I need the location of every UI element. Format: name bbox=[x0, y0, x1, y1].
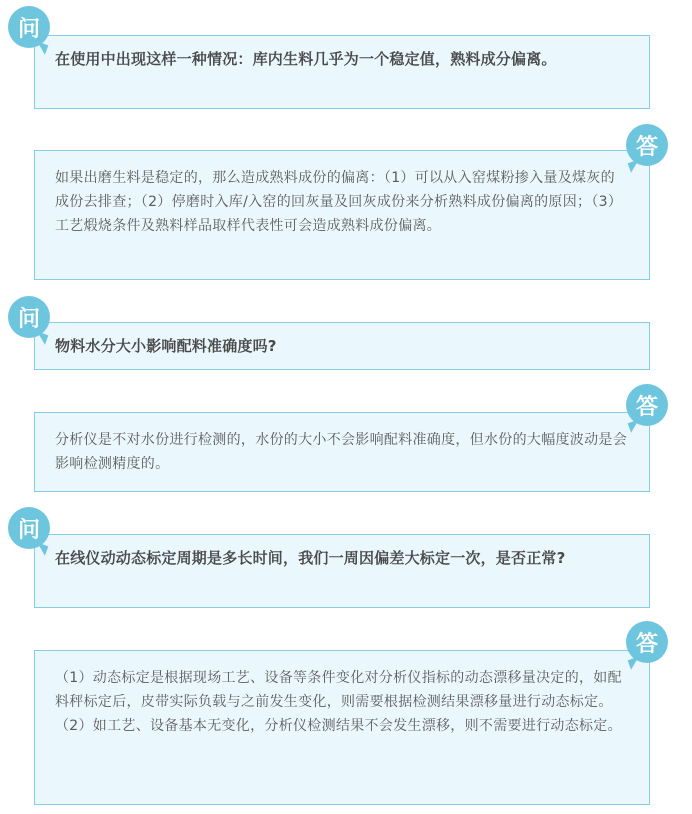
question-badge-1: 问 bbox=[8, 6, 50, 48]
answer-box-1 bbox=[34, 150, 650, 280]
answer-text-3-part-2: （2）如工艺、设备基本无变化，分析仪检测结果不会发生漂移，则不需要进行动态标定。 bbox=[55, 718, 622, 734]
question-box-3 bbox=[34, 534, 650, 608]
answer-box-3 bbox=[34, 650, 650, 805]
answer-badge-3: 答 bbox=[626, 621, 668, 663]
answer-text-1: 如果出磨生料是稳定的，那么造成熟料成份的偏离：（1）可以从入窑煤粉掺入量及煤灰的成份去排查；（2）停磨时入库/入窑的回灰量及回灰成份来分析熟料成份偏离的原因；（3）工艺煅烧条件及熟料样品取样代表性可会造成熟料成份偏离。 bbox=[55, 170, 623, 234]
question-box-2 bbox=[34, 322, 650, 370]
answer-badge-1: 答 bbox=[626, 124, 668, 166]
question-text-1: 在使用中出现这样一种情况：库内生料几乎为一个稳定值，熟料成分偏离。 bbox=[55, 50, 557, 68]
question-badge-3: 问 bbox=[8, 507, 50, 549]
question-badge-2: 问 bbox=[8, 296, 50, 338]
answer-text-2: 分析仪是不对水份进行检测的，水份的大小不会影响配料准确度，但水份的大幅度波动是会影响检测精度的。 bbox=[55, 432, 627, 472]
answer-box-2 bbox=[34, 412, 650, 492]
answer-badge-2: 答 bbox=[626, 384, 668, 426]
answer-text-3-part-1: （1）动态标定是根据现场工艺、设备等条件变化对分析仪指标的动态漂移量决定的，如配料秤标定后，皮带实际负载与之前发生变化，则需要根据检测结果漂移量进行动态标定。 bbox=[55, 670, 622, 710]
question-text-2: 物料水分大小影响配料准确度吗? bbox=[55, 337, 277, 355]
question-text-3: 在线仪动动态标定周期是多长时间，我们一周因偏差大标定一次，是否正常? bbox=[55, 549, 566, 567]
question-box-1 bbox=[34, 35, 650, 109]
